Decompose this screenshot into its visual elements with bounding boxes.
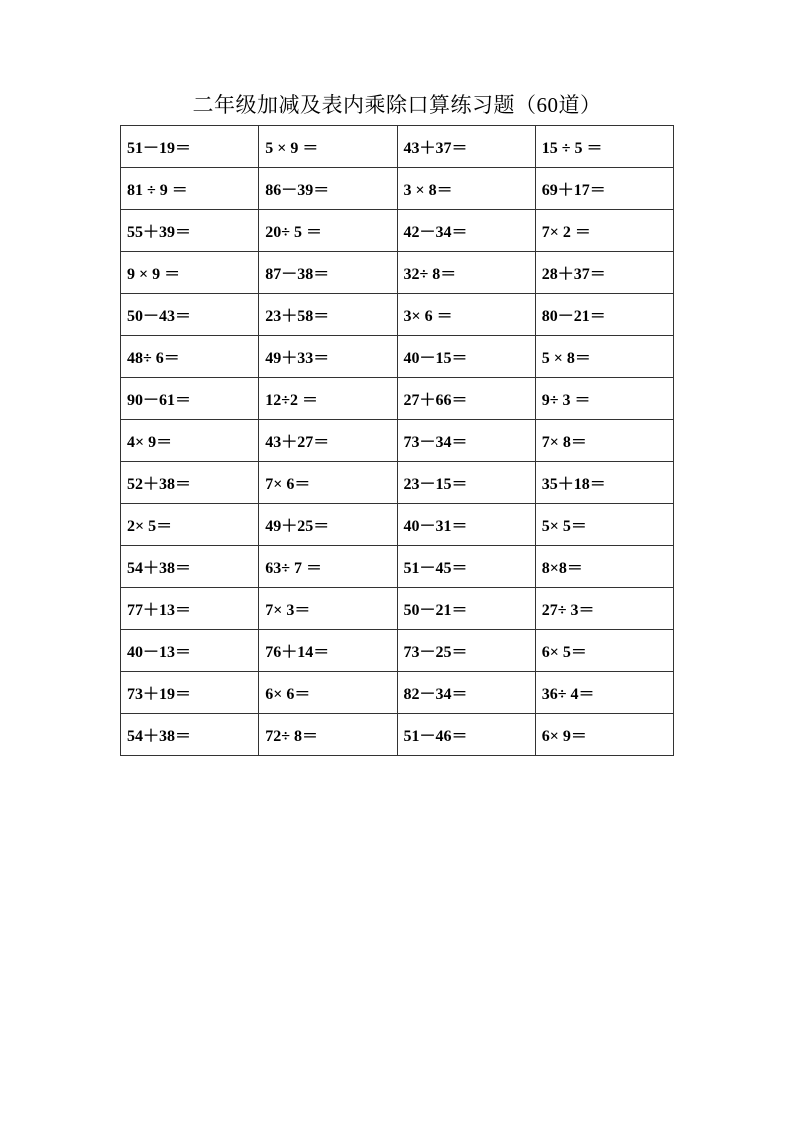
table-row: [121, 546, 674, 588]
exercise-cell: 15 ÷ 5 ＝: [535, 126, 673, 168]
exercise-cell: 50－21＝: [397, 588, 535, 630]
exercise-cell: 48÷ 6＝: [121, 336, 259, 378]
exercise-cell: 63÷ 7 ＝: [259, 546, 397, 588]
exercise-cell: 5 × 9 ＝: [259, 126, 397, 168]
exercise-cell: 52＋38＝: [121, 462, 259, 504]
exercise-cell: 4× 9＝: [121, 420, 259, 462]
exercise-cell: 32÷ 8＝: [397, 252, 535, 294]
exercise-cell: 35＋18＝: [535, 462, 673, 504]
exercise-cell: 51－45＝: [397, 546, 535, 588]
exercise-cell: 8×8＝: [535, 546, 673, 588]
exercise-cell: 51－19＝: [121, 126, 259, 168]
table-row: [121, 294, 674, 336]
table-row: [121, 168, 674, 210]
exercise-cell: 6× 6＝: [259, 672, 397, 714]
exercise-cell: 73－34＝: [397, 420, 535, 462]
exercise-cell: 27÷ 3＝: [535, 588, 673, 630]
table-row: [121, 588, 674, 630]
exercise-cell: 49＋25＝: [259, 504, 397, 546]
exercise-cell: 7× 8＝: [535, 420, 673, 462]
exercise-cell: 36÷ 4＝: [535, 672, 673, 714]
exercise-cell: 5 × 8＝: [535, 336, 673, 378]
exercise-cell: 20÷ 5 ＝: [259, 210, 397, 252]
table-row: [121, 420, 674, 462]
exercise-cell: 73－25＝: [397, 630, 535, 672]
exercise-cell: 87－38＝: [259, 252, 397, 294]
exercise-cell: 80－21＝: [535, 294, 673, 336]
exercise-cell: 77＋13＝: [121, 588, 259, 630]
exercise-cell: 12÷2 ＝: [259, 378, 397, 420]
exercise-cell: 73＋19＝: [121, 672, 259, 714]
table-row: [121, 672, 674, 714]
exercise-cell: 86－39＝: [259, 168, 397, 210]
exercise-cell: 28＋37＝: [535, 252, 673, 294]
exercise-cell: 81 ÷ 9 ＝: [121, 168, 259, 210]
exercise-cell: 6× 5＝: [535, 630, 673, 672]
exercise-cell: 90－61＝: [121, 378, 259, 420]
exercise-cell: 7× 6＝: [259, 462, 397, 504]
table-row: [121, 210, 674, 252]
exercise-table: [120, 125, 674, 756]
exercise-cell: 9÷ 3 ＝: [535, 378, 673, 420]
exercise-cell: 6× 9＝: [535, 714, 673, 756]
exercise-cell: 82－34＝: [397, 672, 535, 714]
exercise-cell: 40－15＝: [397, 336, 535, 378]
exercise-cell: 27＋66＝: [397, 378, 535, 420]
exercise-cell: 43＋37＝: [397, 126, 535, 168]
exercise-cell: 40－31＝: [397, 504, 535, 546]
exercise-cell: 5× 5＝: [535, 504, 673, 546]
exercise-cell: 7× 2 ＝: [535, 210, 673, 252]
table-row: [121, 714, 674, 756]
table-row: [121, 504, 674, 546]
exercise-cell: 40－13＝: [121, 630, 259, 672]
table-row: [121, 126, 674, 168]
exercise-cell: 76＋14＝: [259, 630, 397, 672]
table-row: [121, 252, 674, 294]
exercise-cell: 51－46＝: [397, 714, 535, 756]
exercise-cell: 55＋39＝: [121, 210, 259, 252]
page-title: 二年级加减及表内乘除口算练习题（60道）: [192, 93, 602, 117]
exercise-cell: 7× 3＝: [259, 588, 397, 630]
exercise-cell: 72÷ 8＝: [259, 714, 397, 756]
exercise-cell: 23－15＝: [397, 462, 535, 504]
exercise-cell: 3× 6 ＝: [397, 294, 535, 336]
exercise-cell: 54＋38＝: [121, 546, 259, 588]
exercise-cell: 69＋17＝: [535, 168, 673, 210]
table-row: [121, 336, 674, 378]
exercise-cell: 49＋33＝: [259, 336, 397, 378]
exercise-cell: 50－43＝: [121, 294, 259, 336]
exercise-cell: 2× 5＝: [121, 504, 259, 546]
table-row: [121, 462, 674, 504]
exercise-cell: 43＋27＝: [259, 420, 397, 462]
table-row: [121, 378, 674, 420]
exercise-table-body: [121, 126, 674, 756]
exercise-cell: 23＋58＝: [259, 294, 397, 336]
exercise-cell: 54＋38＝: [121, 714, 259, 756]
exercise-cell: 3 × 8＝: [397, 168, 535, 210]
exercise-cell: 9 × 9 ＝: [121, 252, 259, 294]
exercise-cell: 42－34＝: [397, 210, 535, 252]
table-row: [121, 630, 674, 672]
